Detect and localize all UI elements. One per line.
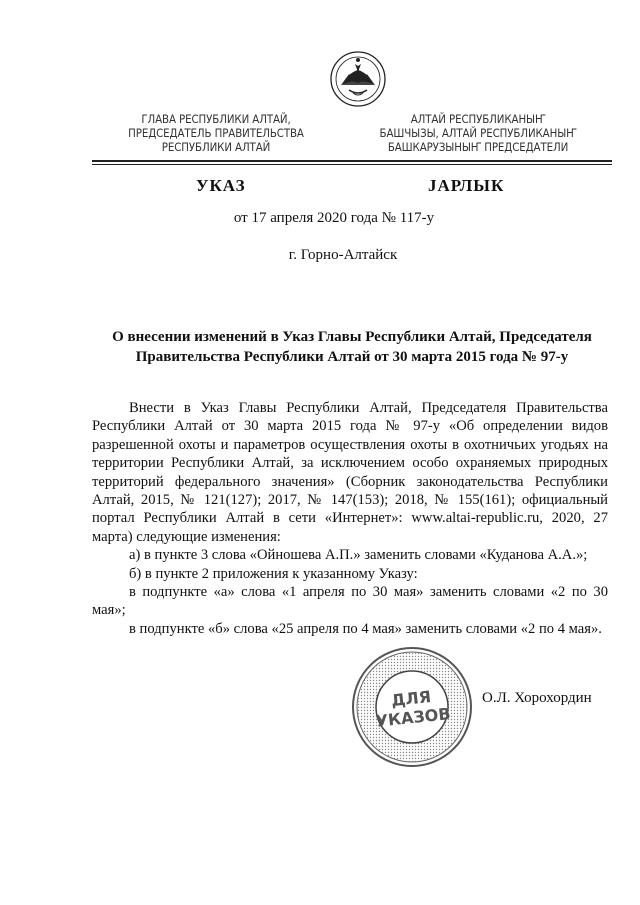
body-paragraph-main: Внести в Указ Главы Республики Алтай, Председателя Правительства Республики Алтай от 30 марта 2015 года № 97-у «Об определении видов разрешенной охоты и параметров осуществления охоты в охотничьих угодьях на территории Республики Алтай, за исключением особо охраняемых природных территорий федерального значения» (Сборник законодательства Республики Алтай, 2015, № 121(127); 2017, № 147(153); 2018, № 155(161); официальный портал Республики Алтай в сети «Интернет»: www.altai-republic.ru, 2020, 27 марта) следующие изменения: bbox=[92, 400, 608, 545]
issuer-header-altai bbox=[358, 112, 598, 154]
header-divider-thin bbox=[92, 164, 612, 165]
decree-label-altai: JАРЛЫК bbox=[428, 176, 505, 195]
decree-body bbox=[92, 399, 608, 638]
stamp-line-1: ДЛЯ bbox=[390, 687, 432, 711]
body-paragraph-b: б) в пункте 2 приложения к указанному Указу: bbox=[129, 565, 418, 582]
header-left-line-3: РЕСПУБЛИКИ АЛТАЙ bbox=[161, 140, 271, 154]
header-left-line-2: ПРЕДСЕДАТЕЛЬ ПРАВИТЕЛЬСТВА bbox=[128, 126, 304, 140]
header-left-line-1: ГЛАВА РЕСПУБЛИКИ АЛТАЙ, bbox=[141, 112, 291, 126]
body-paragraph-sub-a: в подпункте «а» слова «1 апреля по 30 мая» заменить словами «2 по 30 мая»; bbox=[92, 584, 608, 619]
decree-label-russian: УКАЗ bbox=[196, 176, 246, 195]
header-right-line-3: БАШКАРУЗЫНЫҤ ПРЕДСЕДАТЕЛИ bbox=[387, 140, 569, 154]
decree-title bbox=[92, 327, 612, 367]
body-paragraph-sub-b: в подпункте «б» слова «25 апреля по 4 мая» заменить словами «2 по 4 мая». bbox=[129, 620, 602, 637]
header-right-line-1: АЛТАЙ РЕСПУБЛИКАНЫҤ bbox=[410, 112, 546, 126]
header-right-line-2: БАШЧЫЗЫ, АЛТАЙ РЕСПУБЛИКАНЫҤ bbox=[379, 126, 577, 140]
stamp-line-2: УКАЗОВ bbox=[374, 704, 452, 731]
issuer-header-russian bbox=[112, 112, 320, 154]
body-paragraph-a: а) в пункте 3 слова «Ойношева А.П.» заменить словами «Куданова А.А.»; bbox=[129, 547, 588, 564]
document-stamp bbox=[351, 646, 473, 768]
signatory-name: О.Л. Хорохордин bbox=[482, 690, 592, 706]
decree-title-line-2: Правительства Республики Алтай от 30 марта 2015 года № 97-у bbox=[135, 349, 569, 365]
decree-date: от 17 апреля 2020 года № 117-у bbox=[233, 210, 435, 226]
header-divider-thick bbox=[92, 160, 612, 162]
coat-of-arms-emblem bbox=[329, 50, 387, 108]
decree-title-line-1: О внесении изменений в Указ Главы Республики Алтай, Председателя bbox=[112, 329, 592, 345]
decree-city: г. Горно-Алтайск bbox=[288, 247, 398, 263]
